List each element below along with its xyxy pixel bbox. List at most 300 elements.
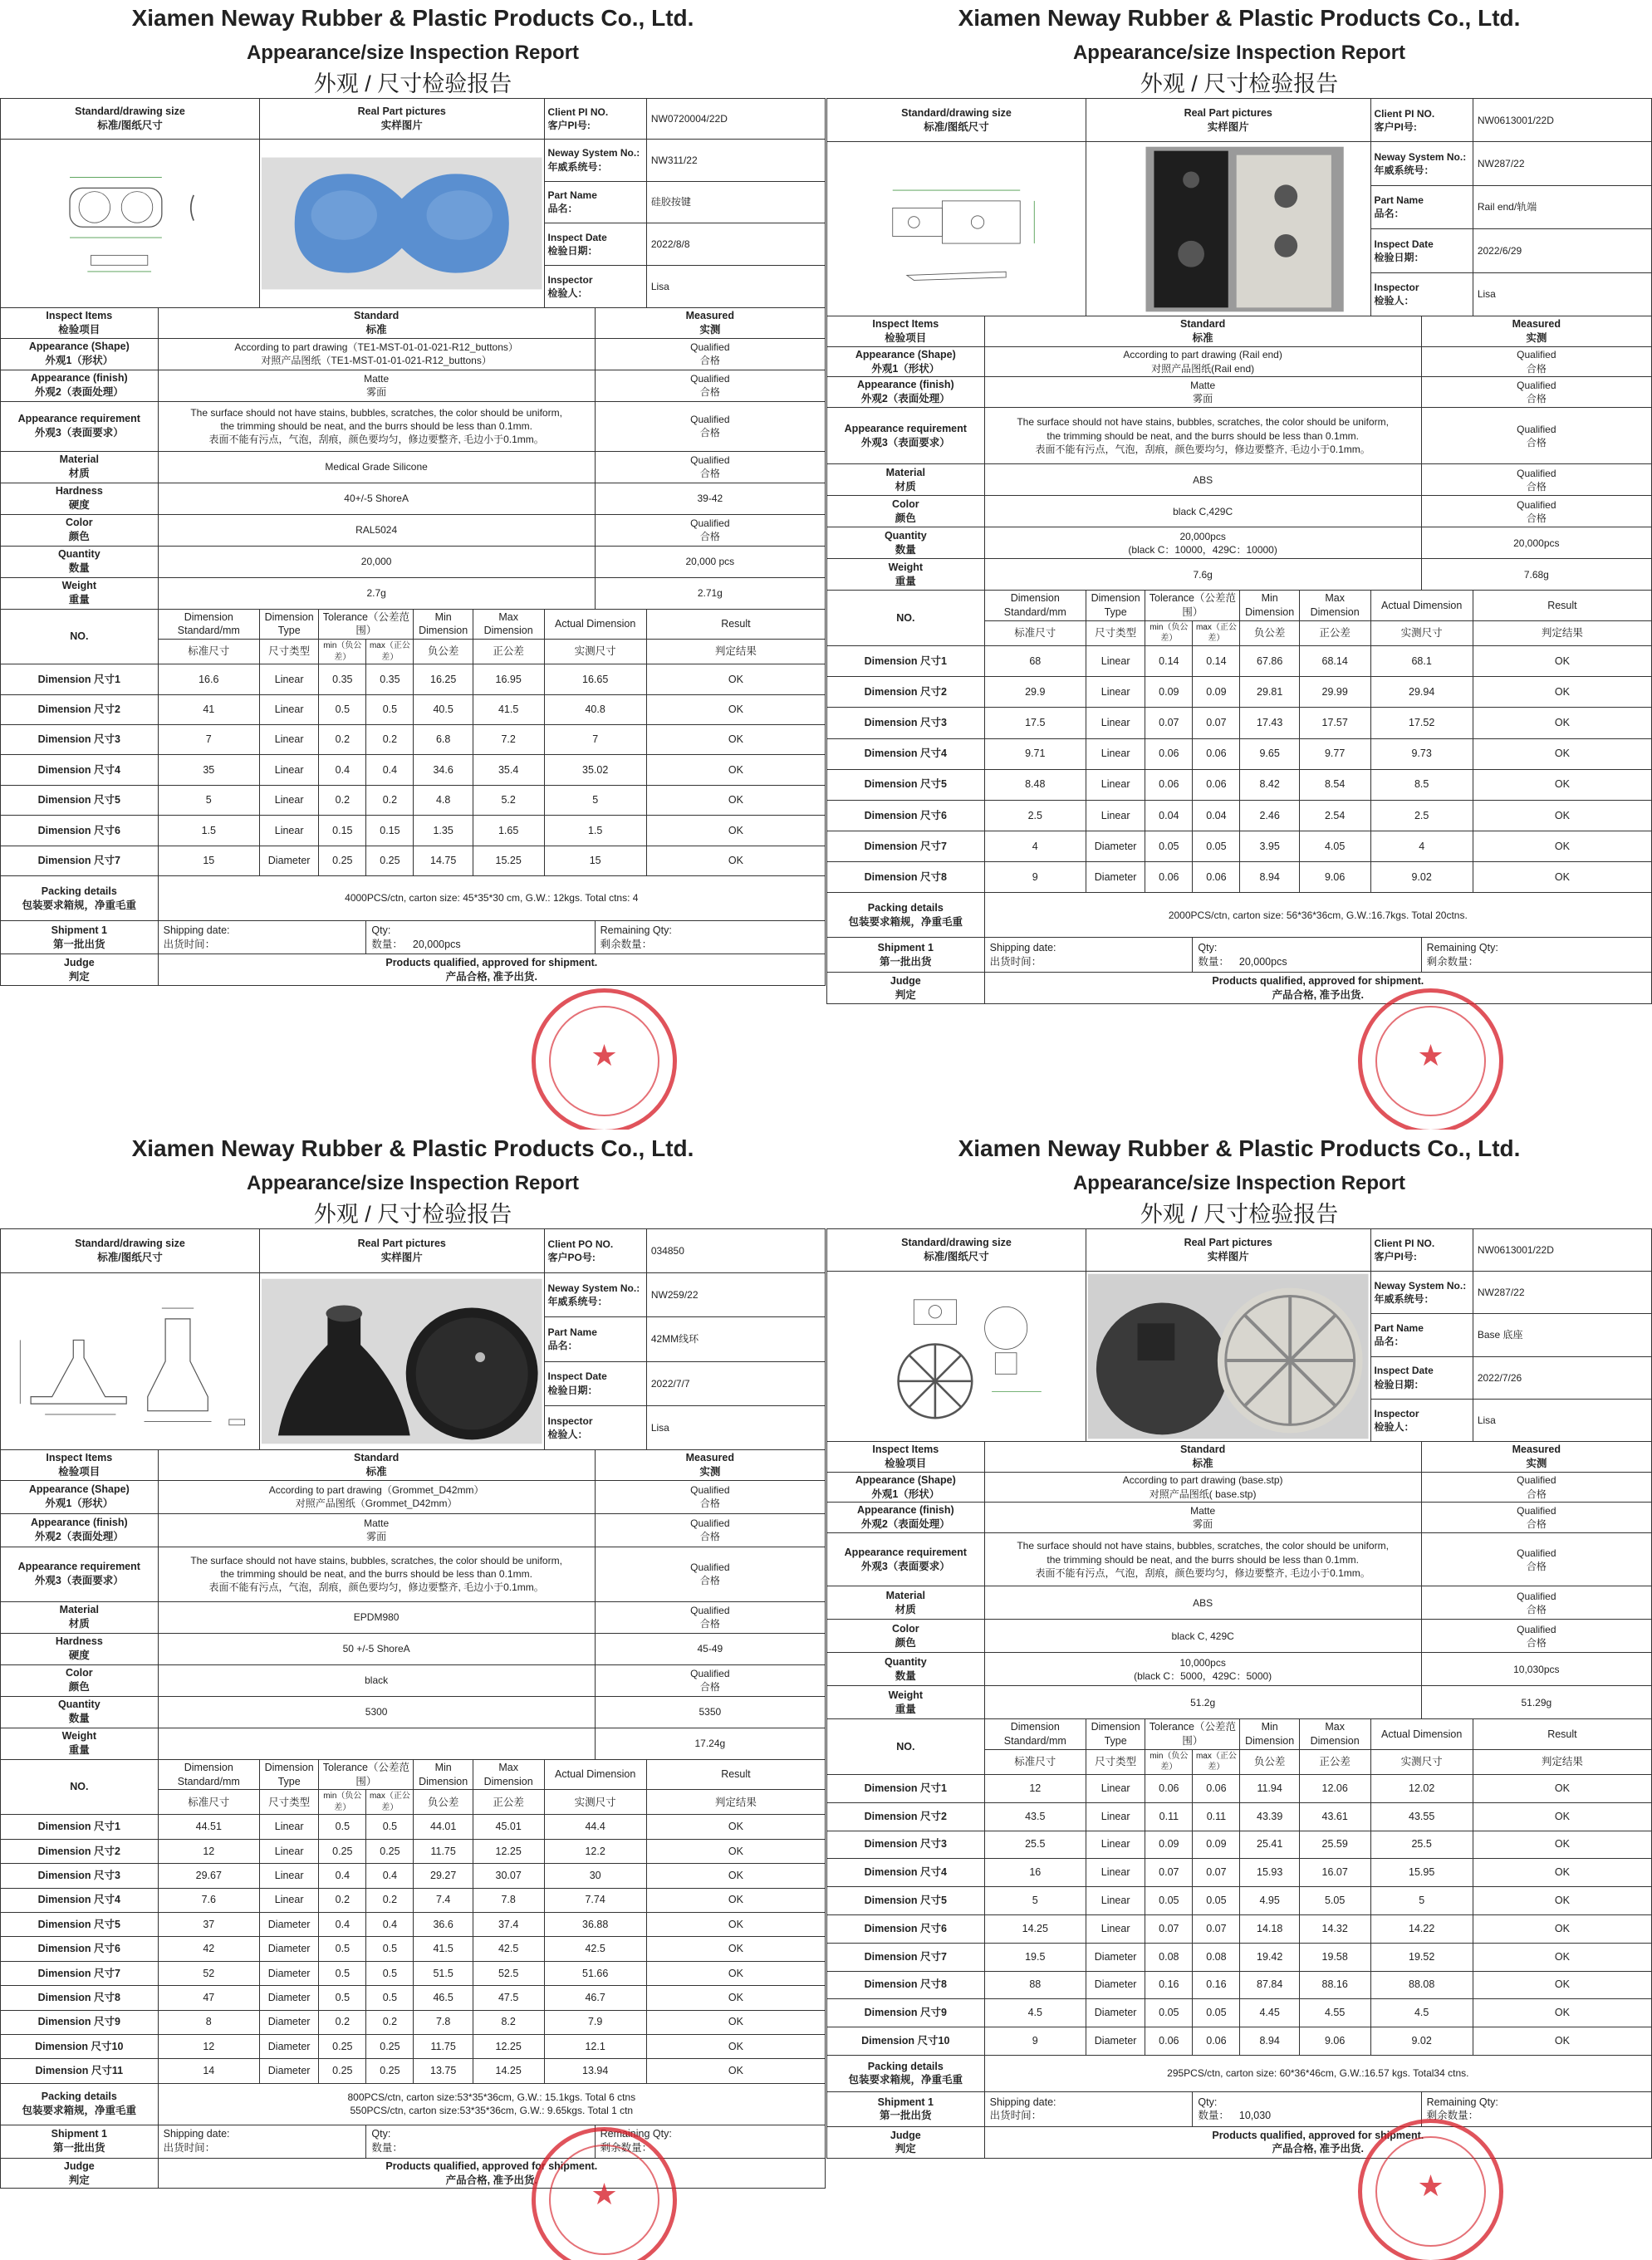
inspector-label [1370,272,1473,316]
appearance-shape-label [1,1480,159,1513]
report-title-cn: 外观 / 尺寸检验报告 [313,71,512,96]
property-quantity-measured-value: 10,030pcs [1513,1663,1560,1675]
remaining-qty-cell [595,2125,825,2158]
appearance-shape-measured [595,338,825,370]
tolerance-minus: 0.08 [1145,1943,1193,1971]
dimension-label: Dimension 尺寸10 [1,2034,159,2058]
dimension-row [1,1913,826,1937]
min-dimension: 16.25 [414,664,473,694]
packing-row [827,2055,1652,2091]
appearance-requirement-label-en: Appearance requirement [844,422,967,434]
dimension-row [1,1815,826,1839]
judge-text-cn: 产品合格, 准予出货. [445,970,538,983]
actual-dimension: 29.94 [1370,677,1473,708]
tolerance-minus: 0.5 [319,1815,366,1839]
shipping-date-label-cn: 出货时间： [989,955,1042,968]
standard-label-cn: 标准 [365,323,387,336]
appearance-requirement-standard-line: the trimming should be neat, and the burrs should be less than 0.1mm. [220,419,532,432]
measured-label-cn: 实测 [699,1465,721,1478]
shipment-label-cn: 第一批出货 [53,938,105,950]
dimension-label: Dimension 尺寸8 [827,1971,985,1999]
property-color-label-en: Color [65,517,93,529]
dim-type-header-cn: 尺寸类型 [1086,620,1145,645]
tolerance-minus: 0.5 [319,1937,366,1961]
dimension-row [1,2034,826,2058]
tolerance-header: Tolerance（公差范围） [319,1759,414,1790]
judge-label-cn: 判定 [895,988,916,1001]
shipment-row [1,2125,826,2158]
judge-label-en: Judge [890,2129,921,2141]
dimension-label: Dimension 尺寸7 [1,1961,159,1985]
dim-standard: 16.6 [158,664,259,694]
standard-label-cn: 标准 [1192,1457,1213,1469]
actual-dimension: 51.66 [544,1961,646,1985]
appearance-requirement-standard [984,408,1421,464]
part-name-label-cn: 品名： [1374,208,1404,220]
qty-cell [1193,2091,1421,2126]
part-photo [262,140,542,306]
property-quantity-standard [984,527,1421,559]
actual-dimension: 88.08 [1370,1971,1473,1999]
packing-line: 550PCS/ctn, carton size:53*35*36cm, G.W.: 9.65kgs. Total 1 ctn [350,2105,634,2117]
dim-type: Linear [259,664,318,694]
judge-label-en: Judge [890,975,921,988]
result: OK [646,1888,825,1912]
appearance-finish-label-en: Appearance (finish) [30,372,128,385]
qty-label: Qty: [1198,2096,1218,2108]
shipment-label-cn: 第一批出货 [53,2142,105,2155]
judge-label-en: Judge [63,2160,95,2172]
property-hardness-label [1,1633,159,1664]
appearance-finish-measured [1421,377,1651,408]
measured-header [595,1449,825,1480]
dim-standard-header-cn: 标准尺寸 [984,620,1086,645]
judge-text: Products qualified, approved for shipment. [385,2160,598,2172]
property-quantity-measured [595,1696,825,1728]
report-base [826,1130,1652,2260]
drawing-cell [827,1272,1086,1442]
qty-label: Qty: [371,924,391,936]
max-dimension: 9.06 [1299,862,1370,893]
part-photo [1088,146,1369,312]
property-weight-label-en: Weight [61,1730,97,1743]
dimension-row [1,694,826,724]
dim-standard: 8 [158,2010,259,2034]
dimension-label: Dimension 尺寸4 [1,1888,159,1912]
inspector-label-en: Inspector [547,273,593,286]
dimension-label: Dimension 尺寸1 [827,645,985,676]
dimension-label: Dimension 尺寸6 [1,1937,159,1961]
shipping-date-label: Shipping date: [989,2096,1056,2108]
standard-drawing-header [1,1229,260,1273]
property-color-standard [984,1620,1421,1653]
dim-type: Diameter [1086,1971,1145,1999]
company-seal-stamp [1358,988,1503,1130]
qty-value: 10,030 [1238,2110,1272,2122]
shipping-date-label-cn: 出货时间： [163,2142,216,2155]
tolerance-header: Tolerance（公差范围） [1145,591,1240,621]
part-name-label-en: Part Name [547,1326,597,1339]
part-name-value: Rail end/轨端 [1473,185,1651,228]
tolerance-plus-header: max（正公差） [1193,1749,1240,1774]
property-weight-label-cn: 重量 [68,594,90,606]
appearance-requirement-standard [158,1547,595,1601]
max-dimension: 12.25 [473,1839,544,1863]
standard-label: Standard [1180,317,1226,330]
property-material-measured-cn: 合格 [699,468,720,480]
property-material-row [1,451,826,483]
technical-drawing [2,1278,257,1444]
property-color-standard [158,1664,595,1696]
min-dimension: 41.5 [414,1937,473,1961]
dimension-row [827,1943,1652,1971]
shipping-date-label: Shipping date: [163,2128,230,2140]
max-dimension: 17.57 [1299,708,1370,738]
inspect-items-label: Inspect Items [46,1451,113,1463]
judge-label [1,954,159,986]
inspect-date-label-cn: 检验日期： [547,1384,598,1396]
min-dimension: 2.46 [1240,800,1299,831]
property-quantity-row [827,1653,1652,1686]
result: OK [646,2059,825,2083]
appearance-requirement-standard-line: 表面不能有污点，气泡，刮痕，颜色要均匀，修边要整齐, 毛边小于0.1mm。 [1035,1566,1370,1579]
max-dimension: 29.99 [1299,677,1370,708]
packing-line: 2000PCS/ctn, carton size: 56*36*36cm, G.W.:16.7kgs. Total 20ctns. [1168,909,1468,921]
inspector-label [1370,1399,1473,1441]
tolerance-plus: 0.07 [1193,708,1240,738]
actual-dimension: 1.5 [544,816,646,846]
inspect-items-label-cn: 检验项目 [885,1457,927,1469]
dimension-row [827,708,1652,738]
max-dimension: 41.5 [473,694,544,724]
neway-system-no-label-en: Neway System No.: [1374,150,1467,163]
report-title-en: Appearance/size Inspection Report [1072,42,1406,64]
appearance-finish-row [1,1513,826,1547]
max-dimension: 15.25 [473,846,544,875]
max-dimension: 12.06 [1299,1774,1370,1802]
remaining-qty-label-cn: 剩余数量： [600,2142,653,2155]
property-color-label-cn: 颜色 [68,531,90,543]
appearance-requirement-label-cn: 外观3（表面要求） [860,1560,950,1572]
tolerance-minus-header: min（负公差） [319,640,366,664]
shipment-label-en: Shipment 1 [51,924,107,936]
min-dimension: 14.18 [1240,1914,1299,1943]
actual-dimension: 46.7 [544,1986,646,2010]
max-dimension: 8.54 [1299,769,1370,800]
inspector-label-cn: 检验人： [1374,1420,1414,1433]
qty-value: 20,000pcs [1238,955,1287,968]
inspect-date-label-en: Inspect Date [547,231,607,243]
appearance-requirement-standard [158,401,595,451]
actual-dim-header: Actual Dimension [1370,591,1473,621]
standard-drawing-label-cn: 标准/图纸尺寸 [924,1251,989,1263]
shipment-label-cn: 第一批出货 [880,955,932,968]
inspect-items-label-cn: 检验项目 [58,323,100,336]
property-quantity-standard-value: 5300 [365,1706,388,1718]
property-color-row [827,496,1652,527]
part-photo [262,1278,542,1444]
appearance-shape-result: Qualified [690,341,730,353]
tolerance-minus: 0.07 [1145,1859,1193,1887]
dim-type: Diameter [1086,1999,1145,2027]
appearance-shape-standard-line: According to part drawing（TE1-MST-01-01-021-R12_buttons） [234,341,518,353]
inspection-table [826,98,1652,1004]
dimension-label: Dimension 尺寸3 [1,1864,159,1888]
standard-label: Standard [1180,1443,1226,1455]
dimension-label: Dimension 尺寸1 [1,664,159,694]
appearance-shape-standard-line: 对照产品图纸(Rail end) [1151,362,1255,375]
judge-label-cn: 判定 [895,2143,916,2155]
appearance-requirement-measured [595,401,825,451]
property-quantity-label-en: Quantity [57,548,100,561]
appearance-requirement-standard-line: the trimming should be neat, and the burrs should be less than 0.1mm. [220,1568,532,1581]
appearance-shape-label-en: Appearance (Shape) [28,341,130,353]
property-weight-measured-value: 51.29g [1521,1696,1552,1708]
tolerance-plus: 0.5 [366,694,414,724]
no-header: NO. [827,1719,985,1775]
tolerance-plus: 0.25 [366,2034,414,2058]
dim-type-header-cn: 尺寸类型 [1086,1749,1145,1774]
dim-type: Linear [1086,1802,1145,1831]
dim-standard: 44.51 [158,1815,259,1839]
neway-system-no-label-cn: 年威系统号： [547,160,608,173]
property-weight-row [827,559,1652,591]
measured-label-cn: 实测 [1526,1457,1547,1469]
dimension-row [827,2027,1652,2056]
tolerance-minus: 0.5 [319,694,366,724]
max-dimension: 14.32 [1299,1914,1370,1943]
appearance-requirement-label-en: Appearance requirement [17,413,140,425]
actual-dimension: 35.02 [544,755,646,785]
packing-row [1,876,826,921]
max-dimension: 7.8 [473,1888,544,1912]
dimension-row [1,755,826,785]
real-part-label: Real Part pictures [1184,106,1272,119]
tolerance-plus: 0.25 [366,2059,414,2083]
actual-dimension: 36.88 [544,1913,646,1937]
appearance-finish-result-cn: 合格 [1526,393,1547,405]
standard-label: Standard [354,1451,400,1463]
judge-text: Products qualified, approved for shipment. [1212,975,1424,988]
remaining-qty-label-cn: 剩余数量： [600,938,653,950]
appearance-finish-label-en: Appearance (finish) [856,379,954,391]
property-hardness-standard-value: 50 +/-5 ShoreA [342,1643,410,1655]
judge-row [827,973,1652,1004]
property-material-standard [984,464,1421,496]
standard-drawing-label-cn: 标准/图纸尺寸 [97,119,163,131]
tolerance-minus: 0.2 [319,1888,366,1912]
dim-type: Linear [259,785,318,815]
client-pi-no-label-en: Client PI NO. [547,105,609,118]
property-quantity-label-cn: 数量 [895,543,916,556]
max-dimension: 42.5 [473,1937,544,1961]
inspect-date-label-en: Inspect Date [547,1370,607,1383]
property-material-measured-value: Qualified [1517,1590,1556,1602]
result-header: Result [646,1759,825,1790]
neway-system-no-label [1370,142,1473,185]
property-hardness-label-en: Hardness [55,485,103,498]
dimension-header-row [1,609,826,640]
property-material-measured-value: Qualified [690,1605,730,1616]
appearance-finish-label-cn: 外观2（表面处理） [860,393,950,405]
dimension-row [827,1887,1652,1915]
real-part-label-cn: 实样图片 [380,119,423,131]
neway-system-no-label-cn: 年威系统号： [1374,164,1434,177]
max-dimension: 30.07 [473,1864,544,1888]
technical-drawing [829,146,1084,312]
property-weight-label [827,1686,985,1719]
inspection-table [0,1228,826,2189]
dim-standard: 19.5 [984,1943,1086,1971]
appearance-shape-result: Qualified [1517,349,1556,361]
min-dimension: 25.41 [1240,1831,1299,1859]
result: OK [1473,1943,1651,1971]
result-header-cn: 判定结果 [1473,1749,1651,1774]
company-name: Xiamen Neway Rubber & Plastic Products Co., Ltd. [958,5,1521,31]
dimension-row [827,1914,1652,1943]
tolerance-plus: 0.05 [1193,1887,1240,1915]
dim-type: Linear [1086,1831,1145,1859]
min-dimension: 13.75 [414,2059,473,2083]
property-material-measured [595,1601,825,1633]
appearance-finish-label-cn: 外观2（表面处理） [34,1531,124,1543]
appearance-shape-standard [984,346,1421,377]
appearance-shape-standard-line: 对照产品图纸（Grommet_D42mm） [295,1498,458,1510]
dim-standard-header: Dimension Standard/mm [984,1719,1086,1750]
tolerance-plus: 0.09 [1193,1831,1240,1859]
property-weight-label-en: Weight [888,1689,924,1701]
report-title-en: Appearance/size Inspection Report [246,1172,580,1194]
min-dimension: 9.65 [1240,738,1299,769]
company-name: Xiamen Neway Rubber & Plastic Products Co., Ltd. [958,1135,1521,1161]
dimension-row [827,831,1652,862]
measured-header [1421,1441,1651,1472]
shipment-label [1,2125,159,2158]
neway-system-no-value: NW287/22 [1473,1272,1651,1314]
actual-dimension: 17.52 [1370,708,1473,738]
dimension-label: Dimension 尺寸2 [827,677,985,708]
real-part-header [259,99,544,140]
report-title-en: Appearance/size Inspection Report [1072,1172,1406,1194]
part-name-value: 42MM线环 [646,1317,825,1361]
property-hardness-label-cn: 硬度 [68,499,90,512]
appearance-requirement-standard-line: the trimming should be neat, and the burrs should be less than 0.1mm. [1047,1553,1359,1566]
shipment-row [827,938,1652,973]
appearance-requirement-result-cn: 合格 [1526,436,1547,449]
appearance-finish-standard-line: 雾面 [1193,393,1213,405]
dim-standard: 35 [158,755,259,785]
dimension-row [827,1802,1652,1831]
judge-value [984,2126,1651,2158]
appearance-finish-label-cn: 外观2（表面处理） [860,1518,950,1531]
client-pi-no-label-cn: 客户PI号: [547,119,591,131]
max-dimension: 35.4 [473,755,544,785]
min-dimension: 4.95 [1240,1887,1299,1915]
appearance-shape-label-cn: 外观1（形状） [45,355,114,367]
dimension-header-row [827,591,1652,621]
standard-label: Standard [354,309,400,321]
min-dimension: 46.5 [414,1986,473,2010]
dimension-header-row [827,1719,1652,1750]
dimension-label: Dimension 尺寸5 [1,785,159,815]
inspect-items-label: Inspect Items [872,1443,939,1455]
actual-dim-header-cn: 实测尺寸 [1370,620,1473,645]
dim-standard: 14.25 [984,1914,1086,1943]
dim-type: Linear [1086,738,1145,769]
property-color-standard [984,496,1421,527]
dimension-header-row [1,1759,826,1790]
remaining-qty-label: Remaining Qty: [1426,942,1498,954]
appearance-requirement-standard-line: 表面不能有污点，气泡，刮痕，颜色要均匀，修边要整齐, 毛边小于0.1mm。 [208,434,544,446]
dim-type: Linear [1086,1914,1145,1943]
actual-dimension: 14.22 [1370,1914,1473,1943]
packing-label [827,2055,985,2091]
min-dimension: 29.27 [414,1864,473,1888]
result: OK [646,1961,825,1985]
dimension-row [1,846,826,875]
actual-dimension: 25.5 [1370,1831,1473,1859]
standard-drawing-header [827,99,1086,142]
property-color-label [827,496,985,527]
qty-label: Qty: [371,2128,391,2140]
dim-type: Linear [1086,677,1145,708]
judge-text: Products qualified, approved for shipment. [385,956,598,968]
inspect-date-value: 2022/6/29 [1473,229,1651,272]
property-weight-measured-value: 7.68g [1523,568,1549,581]
actual-dimension: 15.95 [1370,1859,1473,1887]
dim-standard: 16 [984,1859,1086,1887]
tolerance-minus-header: min（负公差） [1145,1749,1193,1774]
shipping-date-label-cn: 出货时间： [163,938,216,950]
dim-standard: 4.5 [984,1999,1086,2027]
qty-label-cn: 数量： [1198,2110,1229,2122]
min-dimension: 8.42 [1240,769,1299,800]
info-row [827,1272,1652,1314]
result: OK [646,725,825,755]
dim-standard: 41 [158,694,259,724]
appearance-shape-standard [984,1472,1421,1503]
result: OK [1473,769,1651,800]
shipment-row [1,921,826,954]
qty-label-cn: 数量： [1198,955,1229,968]
max-dimension: 8.2 [473,2010,544,2034]
dim-type: Diameter [1086,1943,1145,1971]
tolerance-minus: 0.2 [319,2010,366,2034]
property-quantity-measured-value: 20,000pcs [1513,537,1560,549]
appearance-finish-measured [595,1513,825,1547]
property-material-label-en: Material [885,1589,925,1601]
appearance-finish-measured [1421,1503,1651,1533]
judge-row [1,954,826,986]
property-quantity-row [1,1696,826,1728]
dim-type: Diameter [259,1937,318,1961]
tolerance-minus: 0.07 [1145,708,1193,738]
property-weight-standard-value: 2.7g [366,586,386,599]
actual-dimension: 12.2 [544,1839,646,1863]
tolerance-minus: 0.06 [1145,1774,1193,1802]
min-dim-header: Min Dimension [414,1759,473,1790]
standard-label-cn: 标准 [1192,331,1213,344]
dim-standard: 7 [158,725,259,755]
judge-value [984,973,1651,1004]
property-material-standard-value: ABS [1193,473,1213,486]
part-name-value: 硅胶按键 [646,181,825,223]
actual-dimension: 4.5 [1370,1999,1473,2027]
dim-type: Linear [259,1839,318,1863]
actual-dimension: 9.02 [1370,2027,1473,2056]
part-name-label-en: Part Name [547,189,597,202]
dimension-label: Dimension 尺寸8 [827,862,985,893]
